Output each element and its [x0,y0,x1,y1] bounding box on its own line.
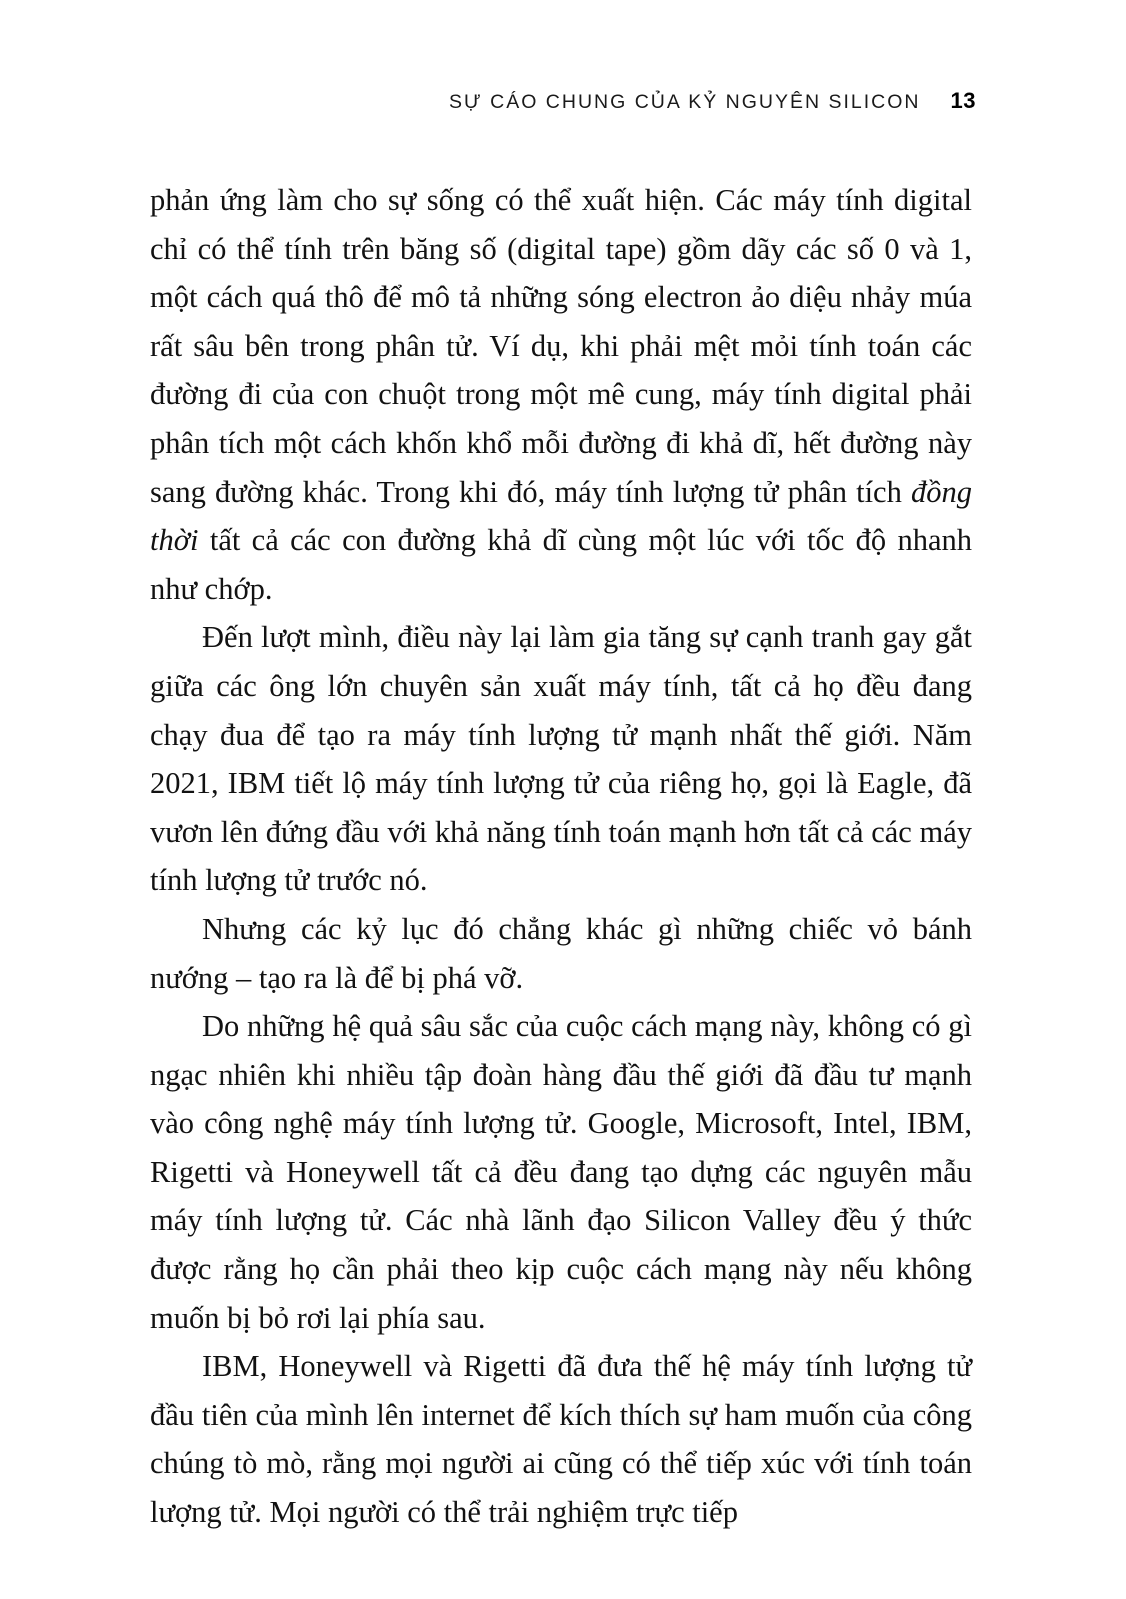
text-run: tất cả các con đường khả dĩ cùng một lúc với tốc độ nhanh như chớp. [150,523,972,606]
text-run: Do những hệ quả sâu sắc của cuộc cách mạng này, không có gì ngạc nhiên khi nhiều tập đoàn hàng đầu thế giới đã đầu tư mạnh vào công nghệ máy tính lượng tử. Google, Microsoft, Intel, IBM, Rigetti và Honeywell tất cả đều đang tạo dựng các nguyên mẫu máy tính lượng tử. Các nhà lãnh đạo Silicon Valley đều ý thức được rằng họ cần phải theo kịp cuộc cách mạng này nếu không muốn bị bỏ rơi lại phía sau. [150,1009,972,1335]
running-header [150,88,976,114]
text-run: IBM, Honeywell và Rigetti đã đưa thế hệ máy tính lượng tử đầu tiên của mình lên internet để kích thích sự ham muốn của công chúng tò mò, rằng mọi người ai cũng có thể tiếp xúc với tính toán lượng tử. Mọi người có thể trải nghiệm trực tiếp [150,1349,972,1530]
paragraph [150,176,972,613]
paragraph [150,1002,972,1342]
paragraph [150,905,972,1002]
body-text-column [150,176,972,1537]
emphasis-text: đồng thời [150,474,972,558]
page-number: 13 [950,88,976,113]
text-run: phản ứng làm cho sự sống có thể xuất hiện. Các máy tính digital chỉ có thể tính trên băng số (digital tape) gồm dãy các số 0 và 1, một cách quá thô để mô tả những sóng electron ảo diệu nhảy múa rất sâu bên trong phân tử. Ví dụ, khi phải mệt mỏi tính toán các đường đi của con chuột trong một mê cung, máy tính digital phải phân tích một cách khốn khổ mỗi đường đi khả dĩ, hết đường này sang đường khác. Trong khi đó, máy tính lượng tử phân tích [150,183,972,509]
paragraph [150,613,972,905]
text-run: Đến lượt mình, điều này lại làm gia tăng sự cạnh tranh gay gắt giữa các ông lớn chuyên sản xuất máy tính, tất cả họ đều đang chạy đua để tạo ra máy tính lượng tử mạnh nhất thế giới. Năm 2021, IBM tiết lộ máy tính lượng tử của riêng họ, gọi là Eagle, đã vươn lên đứng đầu với khả năng tính toán mạnh hơn tất cả các máy tính lượng tử trước nó. [150,620,972,898]
paragraph [150,1342,972,1536]
chapter-title: SỰ CÁO CHUNG CỦA KỶ NGUYÊN SILICON [449,91,921,113]
text-run: Nhưng các kỷ lục đó chẳng khác gì những chiếc vỏ bánh nướng – tạo ra là để bị phá vỡ. [150,911,972,995]
